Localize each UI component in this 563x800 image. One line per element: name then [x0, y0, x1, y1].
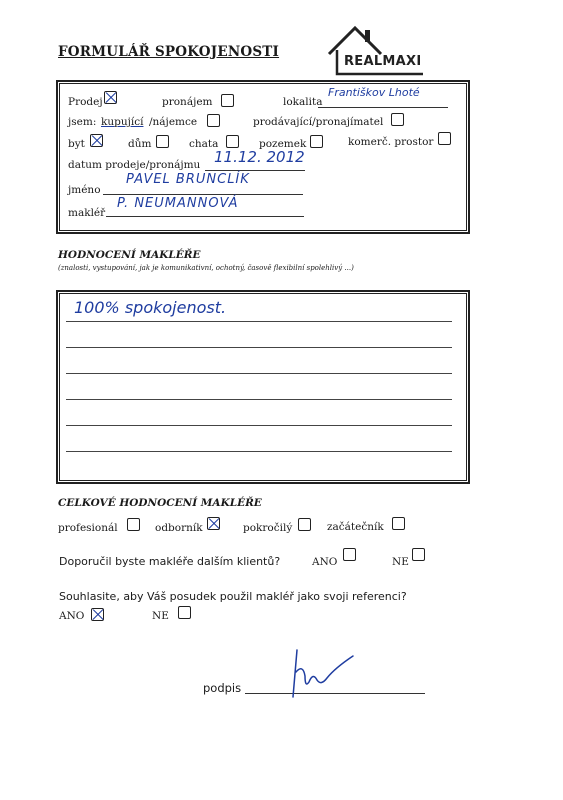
lokalita-label: lokalita — [283, 96, 323, 108]
recommend-ano-checkbox[interactable] — [343, 548, 356, 561]
pozemek-label: pozemek — [259, 138, 307, 150]
comment-line — [66, 321, 452, 322]
najemce-checkbox[interactable] — [207, 114, 220, 127]
zacatecnik-label: začátečník — [327, 521, 384, 533]
zacatecnik-checkbox[interactable] — [392, 517, 405, 530]
reference-ne-label: NE — [152, 610, 169, 622]
odbornik-label: odborník — [155, 522, 203, 534]
komerc-label: komerč. prostor — [348, 136, 434, 148]
prodavajici-checkbox[interactable] — [391, 113, 404, 126]
signature-icon[interactable] — [283, 642, 363, 702]
comment-box[interactable] — [56, 290, 470, 484]
datum-label: datum prodeje/pronájmu — [68, 159, 201, 171]
reference-ne-checkbox[interactable] — [178, 606, 191, 619]
pronajem-label: pronájem — [162, 96, 213, 108]
lokalita-value[interactable]: Františkov Lhoté — [328, 86, 420, 99]
comment-line — [66, 399, 452, 400]
makler-line — [106, 216, 304, 217]
form-title: FORMULÁŘ SPOKOJENOSTI — [58, 44, 280, 60]
recommend-ne-checkbox[interactable] — [412, 548, 425, 561]
comment-line — [66, 425, 452, 426]
pokrocily-checkbox[interactable] — [298, 518, 311, 531]
celkove-heading: CELKOVÉ HODNOCENÍ MAKLÉŘE — [58, 497, 262, 509]
podpis-label: podpis — [203, 681, 242, 695]
reference-question: Souhlasite, aby Váš posudek použil makléř jako svoji referenci? — [59, 590, 407, 603]
makler-label: makléř — [68, 207, 106, 219]
jmeno-line — [103, 194, 303, 195]
dum-label: dům — [128, 138, 152, 150]
pronajem-checkbox[interactable] — [221, 94, 234, 107]
comment-line — [66, 347, 452, 348]
profesional-checkbox[interactable] — [127, 518, 140, 531]
hodnoceni-subtitle: (znalosti, vystupování, jak je komunikativní, ochotný, časově flexibilní spolehlivý ...) — [58, 264, 354, 272]
lokalita-line — [318, 107, 448, 108]
comment-text[interactable]: 100% spokojenost. — [74, 298, 227, 317]
pokrocily-label: pokročilý — [243, 522, 293, 534]
dum-checkbox[interactable] — [156, 135, 169, 148]
reference-ano-label: ANO — [59, 610, 85, 622]
reference-ano-checkbox[interactable] — [91, 608, 104, 621]
profesional-label: profesionál — [58, 522, 118, 534]
odbornik-checkbox[interactable] — [207, 517, 220, 530]
byt-label: byt — [68, 138, 85, 150]
datum-line — [205, 170, 305, 171]
jmeno-value[interactable]: PAVEL BRUNCLÍK — [126, 172, 250, 187]
recommend-ne-label: NE — [392, 556, 409, 568]
recommend-ano-label: ANO — [312, 556, 338, 568]
najemce-label: /nájemce — [149, 116, 198, 128]
comment-line — [66, 451, 452, 452]
prodej-checkbox[interactable] — [104, 91, 117, 104]
byt-checkbox[interactable] — [90, 134, 103, 147]
chata-label: chata — [189, 138, 219, 150]
hodnoceni-heading: HODNOCENÍ MAKLÉŘE — [58, 249, 201, 261]
jsem-label: jsem: — [68, 116, 97, 128]
datum-value[interactable]: 11.12. 2012 — [214, 148, 305, 166]
comment-line — [66, 373, 452, 374]
kupujici-label: kupující — [101, 116, 144, 128]
jmeno-label: jméno — [68, 184, 101, 196]
pozemek-checkbox[interactable] — [310, 135, 323, 148]
recommend-question: Doporučil byste makléře dalším klientů? — [59, 555, 281, 568]
makler-value[interactable]: P. NEUMANNOVÁ — [117, 196, 239, 211]
prodavajici-label: prodávající/pronajímatel — [253, 116, 384, 128]
prodej-label: Prodej — [68, 96, 103, 108]
logo-text: REALMAXI — [344, 54, 422, 69]
chata-checkbox[interactable] — [226, 135, 239, 148]
komerc-checkbox[interactable] — [438, 132, 451, 145]
house-logo-icon — [323, 24, 428, 80]
